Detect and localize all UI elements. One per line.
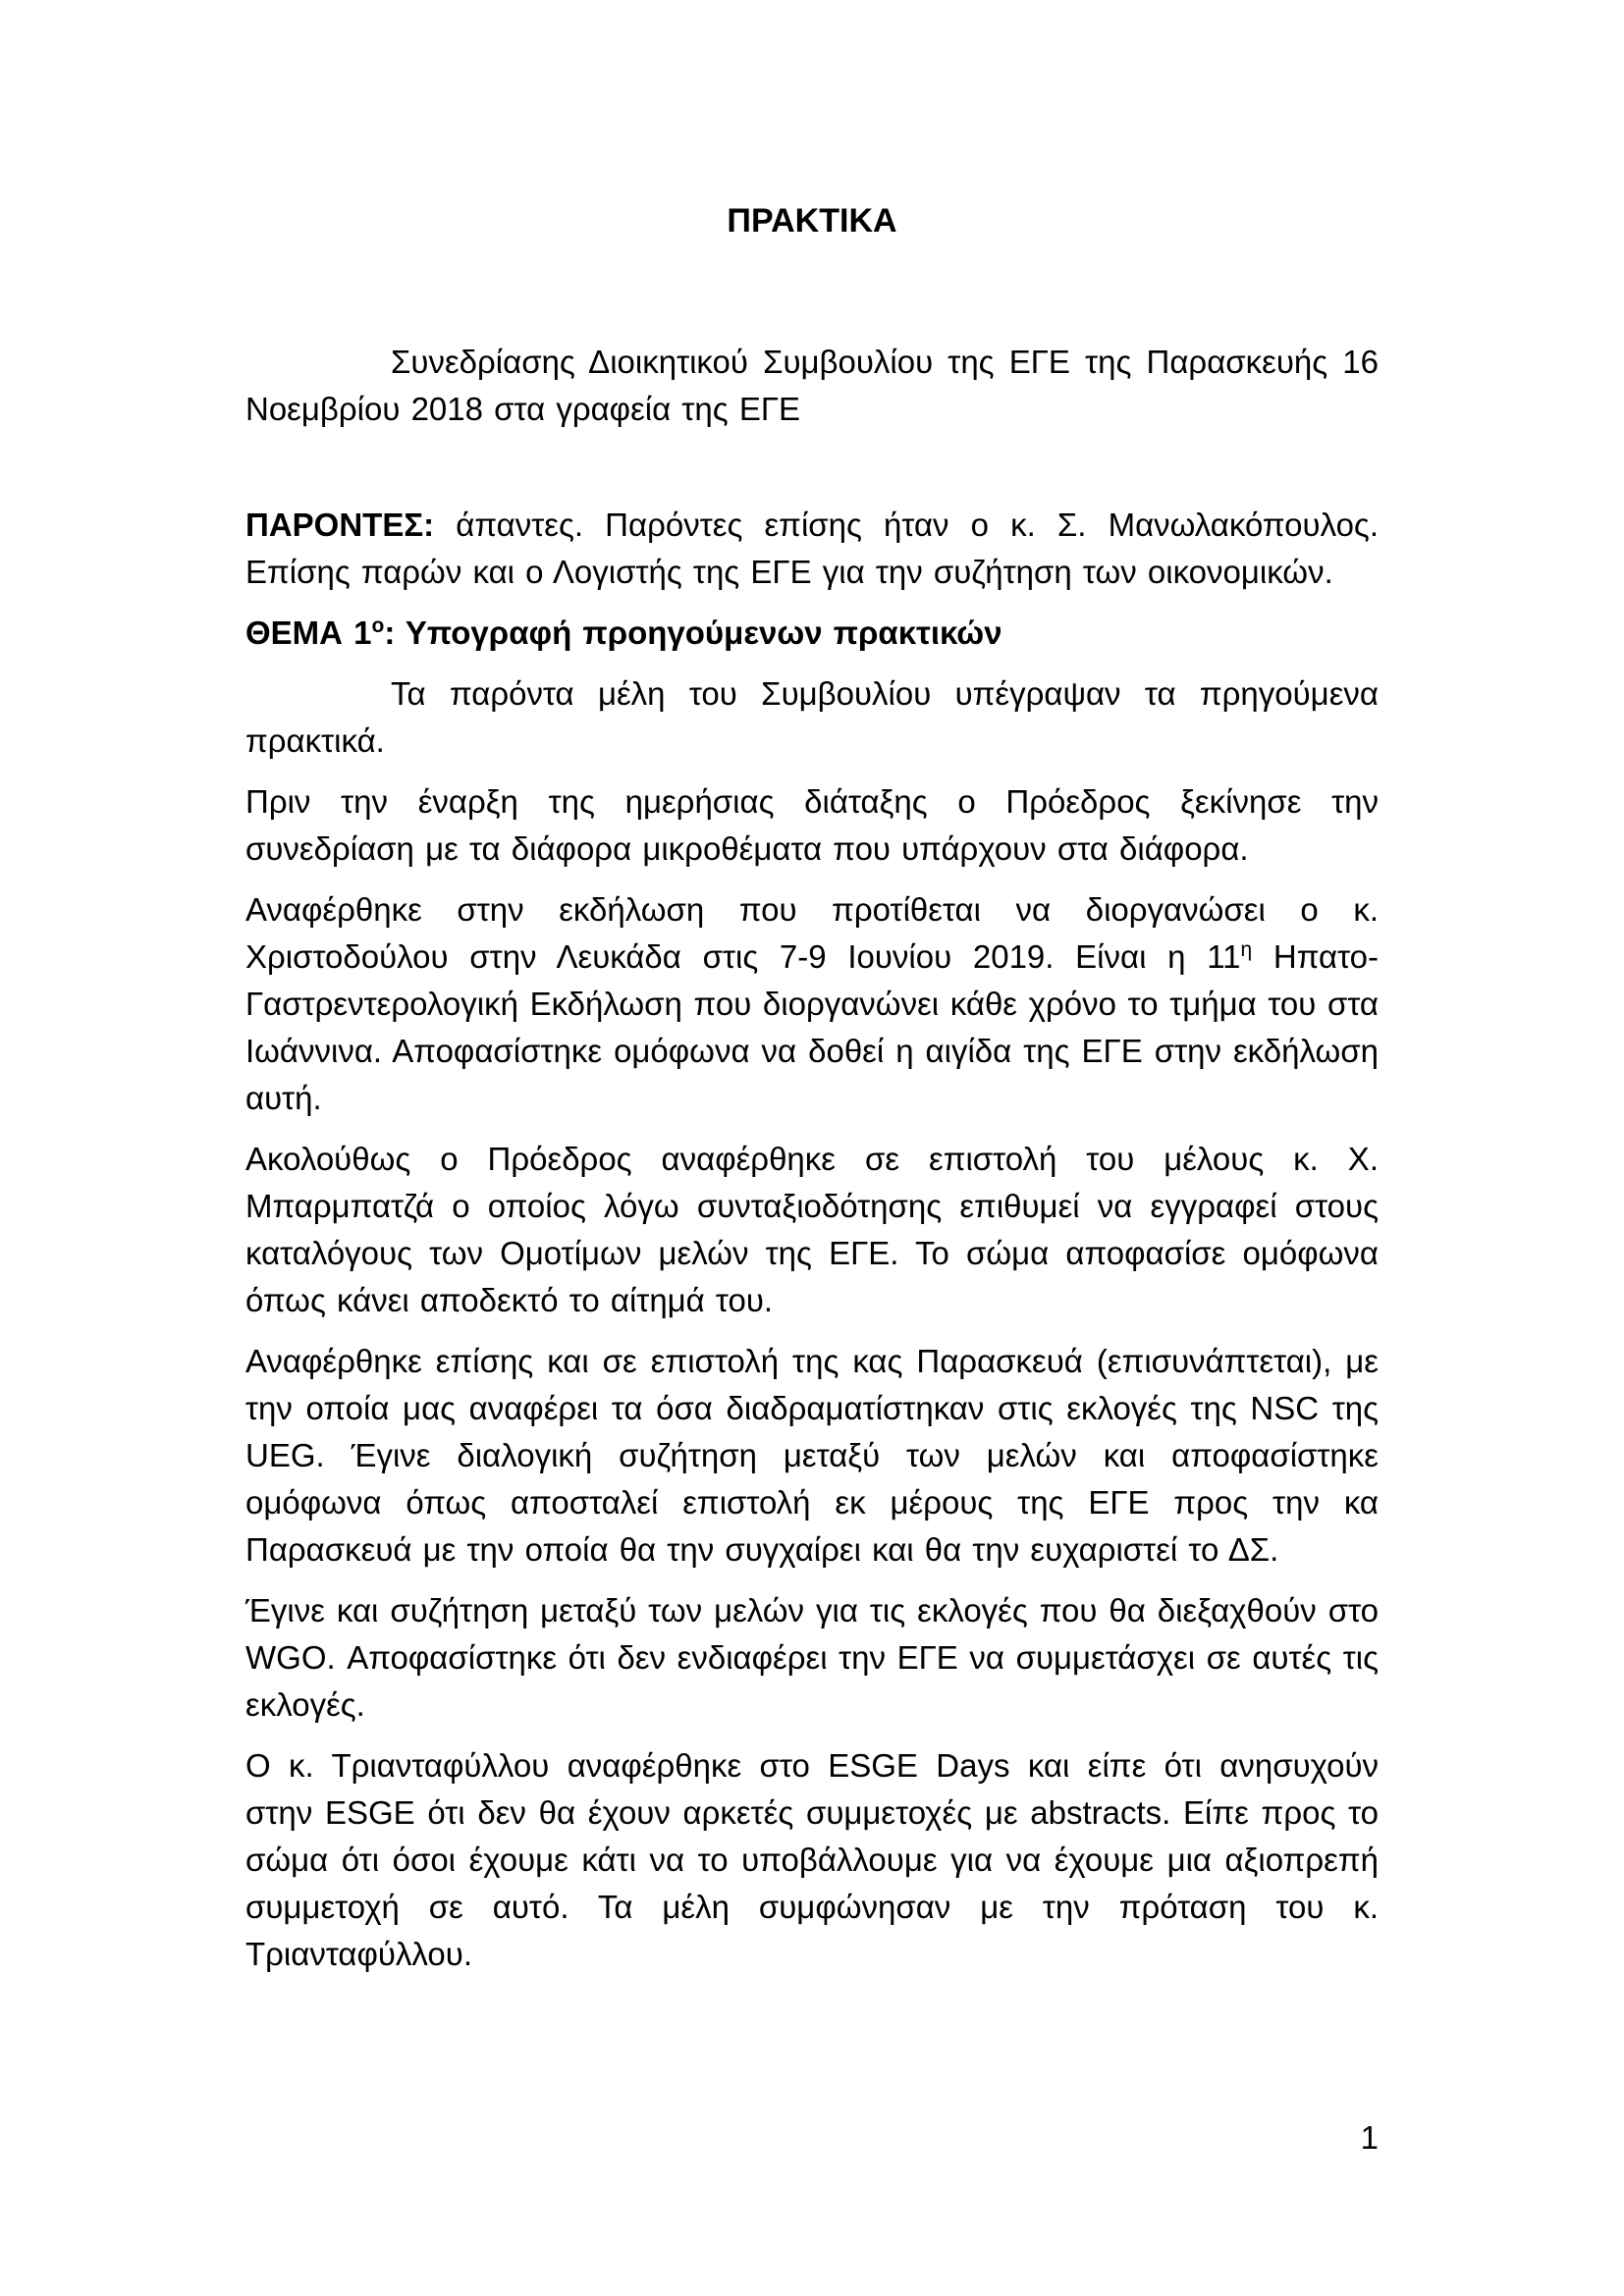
topic-1-heading: [245, 610, 1379, 657]
paragraph-lefkada-event: [245, 886, 1379, 1122]
attendees-text: άπαντες. Παρόντες επίσης ήταν ο κ. Σ. Μανωλακόπουλος. Επίσης παρών και ο Λογιστής της ΕΓΕ για την συζήτηση των οικονομικών.: [245, 507, 1379, 590]
paragraph-wgo-elections: Έγινε και συζήτηση μεταξύ των μελών για τις εκλογές που θα διεξαχθούν στο WGO. Αποφασίστηκε ότι δεν ενδιαφέρει την ΕΓΕ να συμμετάσχει σε αυτές τις εκλογές.: [245, 1592, 1379, 1723]
paragraph-opening: Πριν την έναρξη της ημερήσιας διάταξης ο Πρόεδρος ξεκίνησε την συνεδρίαση με τα διάφορα μικροθέματα που υπάρχουν στα διάφορα.: [245, 783, 1379, 867]
paragraph-signing: Τα παρόντα μέλη του Συμβουλίου υπέγραψαν τα πρηγούμενα πρακτικά.: [245, 675, 1379, 759]
lefkada-ordinal-superscript: η: [1240, 938, 1253, 961]
lefkada-text-before: Αναφέρθηκε στην εκδήλωση που προτίθεται να διοργανώσει ο κ. Χριστοδούλου στην Λευκάδα στις 7-9 Ιουνίου 2019. Είναι η 11: [245, 891, 1379, 975]
paragraph-paraskeva-letter: Αναφέρθηκε επίσης και σε επιστολή της κας Παρασκευά (επισυνάπτεται), με την οποία μας αναφέρει τα όσα διαδραματίστηκαν στις εκλογές της NSC της UEG. Έγινε διαλογική συζήτηση μεταξύ των μελών και αποφασίστηκε ομόφωνα όπως αποσταλεί επιστολή εκ μέρους της ΕΓΕ προς την κα Παρασκευά με την οποία θα την συγχαίρει και θα την ευχαριστεί το ΔΣ.: [245, 1343, 1379, 1568]
topic-1-label: ΘΕΜΑ 1: [245, 614, 372, 651]
topic-1-title: : Υπογραφή προηγούμενων πρακτικών: [384, 614, 1002, 651]
topic-1-ordinal-superscript: ο: [371, 614, 385, 637]
paragraph-attendees: [245, 502, 1379, 596]
lefkada-text-after: Ηπατο-Γαστρεντερολογική Εκδήλωση που διοργανώνει κάθε χρόνο το τμήμα του στα Ιωάννινα. Αποφασίστηκε ομόφωνα να δοθεί η αιγίδα της ΕΓΕ στην εκδήλωση αυτή.: [245, 938, 1379, 1116]
paragraph-barbatzas-letter: Ακολούθως ο Πρόεδρος αναφέρθηκε σε επιστολή του μέλους κ. Χ. Μπαρμπατζά ο οποίος λόγω συνταξιοδότησης επιθυμεί να εγγραφεί στους καταλόγους των Ομοτίμων μελών της ΕΓΕ. Το σώμα αποφασίσε ομόφωνα όπως κάνει αποδεκτό το αίτημά του.: [245, 1141, 1379, 1318]
attendees-label: ΠΑΡΟΝΤΕΣ:: [245, 507, 435, 543]
document-title: ΠΡΑΚΤΙΚΑ: [727, 202, 897, 240]
page-number: 1: [1360, 2119, 1379, 2156]
paragraph-esge-days: Ο κ. Τριανταφύλλου αναφέρθηκε στο ESGE Days και είπε ότι ανησυχούν στην ESGE ότι δεν θα έχουν αρκετές συμμετοχές με abstracts. Είπε προς το σώμα ότι όσοι έχουμε κάτι να το υποβάλλουμε για να έχουμε μια αξιοπρεπή συμμετοχή σε αυτό. Τα μέλη συμφώνησαν με την πρόταση του κ. Τριανταφύλλου.: [245, 1747, 1379, 1972]
paragraph-meeting-info: Συνεδρίασης Διοικητικού Συμβουλίου της ΕΓΕ της Παρασκευής 16 Νοεμβρίου 2018 στα γραφεία της ΕΓΕ: [245, 344, 1379, 427]
